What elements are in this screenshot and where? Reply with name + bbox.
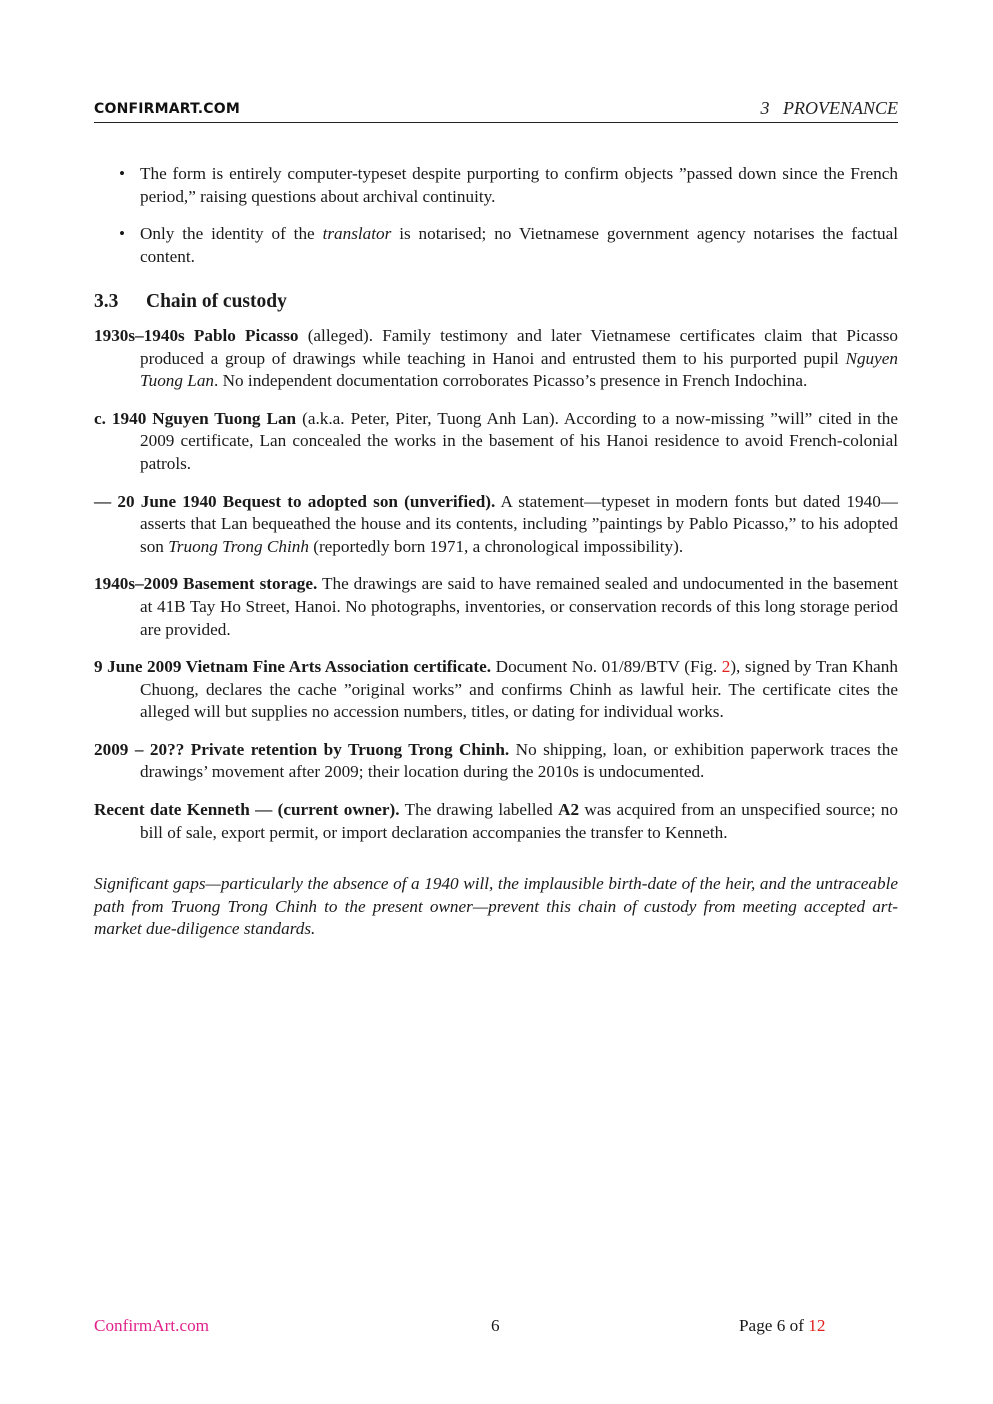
footer-page-prefix: Page 6 of (739, 1316, 809, 1335)
custody-term: — 20 June 1940 Bequest to adopted son (unverified). (94, 491, 496, 511)
bullet-text-pre: Only the identity of the (140, 224, 323, 244)
custody-text: ), signed by Tran Khanh Chuong, declares the cache ”original works” and confirms Chinh as lawful heir. The certificate cites the alleged will but supplies no accession numbers, titles, or dating for individual works. (140, 657, 898, 722)
custody-bold: A2 (558, 800, 580, 820)
figure-reference-link[interactable]: 2 (721, 657, 731, 677)
bullet-icon: • (119, 164, 126, 183)
main-content (94, 163, 898, 958)
footer-page-number: 6 (491, 1316, 500, 1335)
custody-entry (94, 408, 898, 476)
custody-text: No shipping, loan, or exhibition paperwork traces the drawings’ movement after 2009; their location during the 2010s is undocumented. (140, 739, 898, 782)
bullet-text-post: is notarised; no Vietnamese government agency notarises the factual content. (140, 224, 898, 266)
custody-term: 9 June 2009 Vietnam Fine Arts Association certificate. (94, 657, 492, 677)
custody-entry (94, 573, 898, 641)
custody-term: 1940s–2009 Basement storage. (94, 574, 318, 594)
custody-text: . No independent documentation corroborates Picasso’s presence in French Indochina. (214, 371, 808, 391)
subsection-number: 3.3 (94, 291, 119, 313)
custody-emphasis: Truong Trong Chinh (168, 536, 309, 556)
summary-note: Significant gaps—particularly the absence of a 1940 will, the implausible birth-date of the heir, and the untraceable path from Truong Trong Chinh to the present owner—prevent this chain of custody from meeting accepted art-market due-diligence standards. (94, 874, 898, 939)
custody-text: Document No. 01/89/BTV (Fig. (491, 657, 722, 677)
running-header (94, 98, 898, 123)
custody-text: was acquired from an unspecified source; no bill of sale, export permit, or import declaration accompanies the transfer to Kenneth. (140, 800, 898, 842)
custody-list (94, 325, 898, 844)
bullet-text-emphasis: translator (322, 224, 392, 244)
bullet-list (94, 163, 898, 268)
footer-total-pages-link[interactable]: 12 (808, 1316, 826, 1335)
page-footer (94, 1316, 898, 1340)
subsection-title: Chain of custody (146, 291, 287, 313)
custody-entry (94, 799, 898, 844)
custody-term: 2009 – 20?? Private retention by Truong Trong Chinh. (94, 739, 510, 759)
custody-term: c. 1940 Nguyen Tuong Lan (94, 408, 297, 428)
custody-entry (94, 739, 898, 784)
list-item (94, 223, 898, 268)
custody-entry (94, 491, 898, 559)
footer-site-link[interactable]: ConfirmArt.com (94, 1316, 210, 1335)
footer-page-count (739, 1316, 825, 1336)
custody-entry (94, 656, 898, 724)
section-heading-mark: 3 PROVENANCE (760, 98, 898, 118)
custody-text: (reportedly born 1971, a chronological impossibility). (308, 536, 684, 556)
custody-entry (94, 325, 898, 393)
custody-term: Recent date Kenneth — (current owner). (94, 800, 400, 820)
site-logo: CONFIRMART.COM (94, 101, 241, 117)
custody-term: 1930s–1940s Pablo Picasso (94, 325, 299, 345)
list-item (94, 163, 898, 208)
bullet-text: The form is entirely computer-typeset despite purporting to confirm objects ”passed down since the French period,” raising questions about archival continuity. (140, 164, 898, 206)
custody-emphasis: Nguyen Tuong Lan (140, 348, 898, 391)
subsection-heading (94, 291, 898, 314)
bullet-icon: • (119, 224, 126, 244)
custody-text: (alleged). Family testimony and later Vietnamese certificates claim that Picasso produced a group of drawings while teaching in Hanoi and entrusted them to his purported pupil (140, 325, 898, 368)
custody-text: The drawings are said to have remained sealed and undocumented in the basement at 41B Tay Ho Street, Hanoi. No photographs, inventories, or conservation records of this long storage period are provided. (140, 574, 898, 639)
custody-text: The drawing labelled (399, 800, 559, 820)
custody-text: A statement—typeset in modern fonts but dated 1940—asserts that Lan bequeathed the house and its contents, including ”paintings by Pablo Picasso,” to his adopted son (140, 491, 898, 556)
custody-text: (a.k.a. Peter, Piter, Tuong Anh Lan). According to a now-missing ”will” cited in the 2009 certificate, Lan concealed the works in the basement of his Hanoi residence to avoid French-colonial patrols. (140, 408, 898, 473)
